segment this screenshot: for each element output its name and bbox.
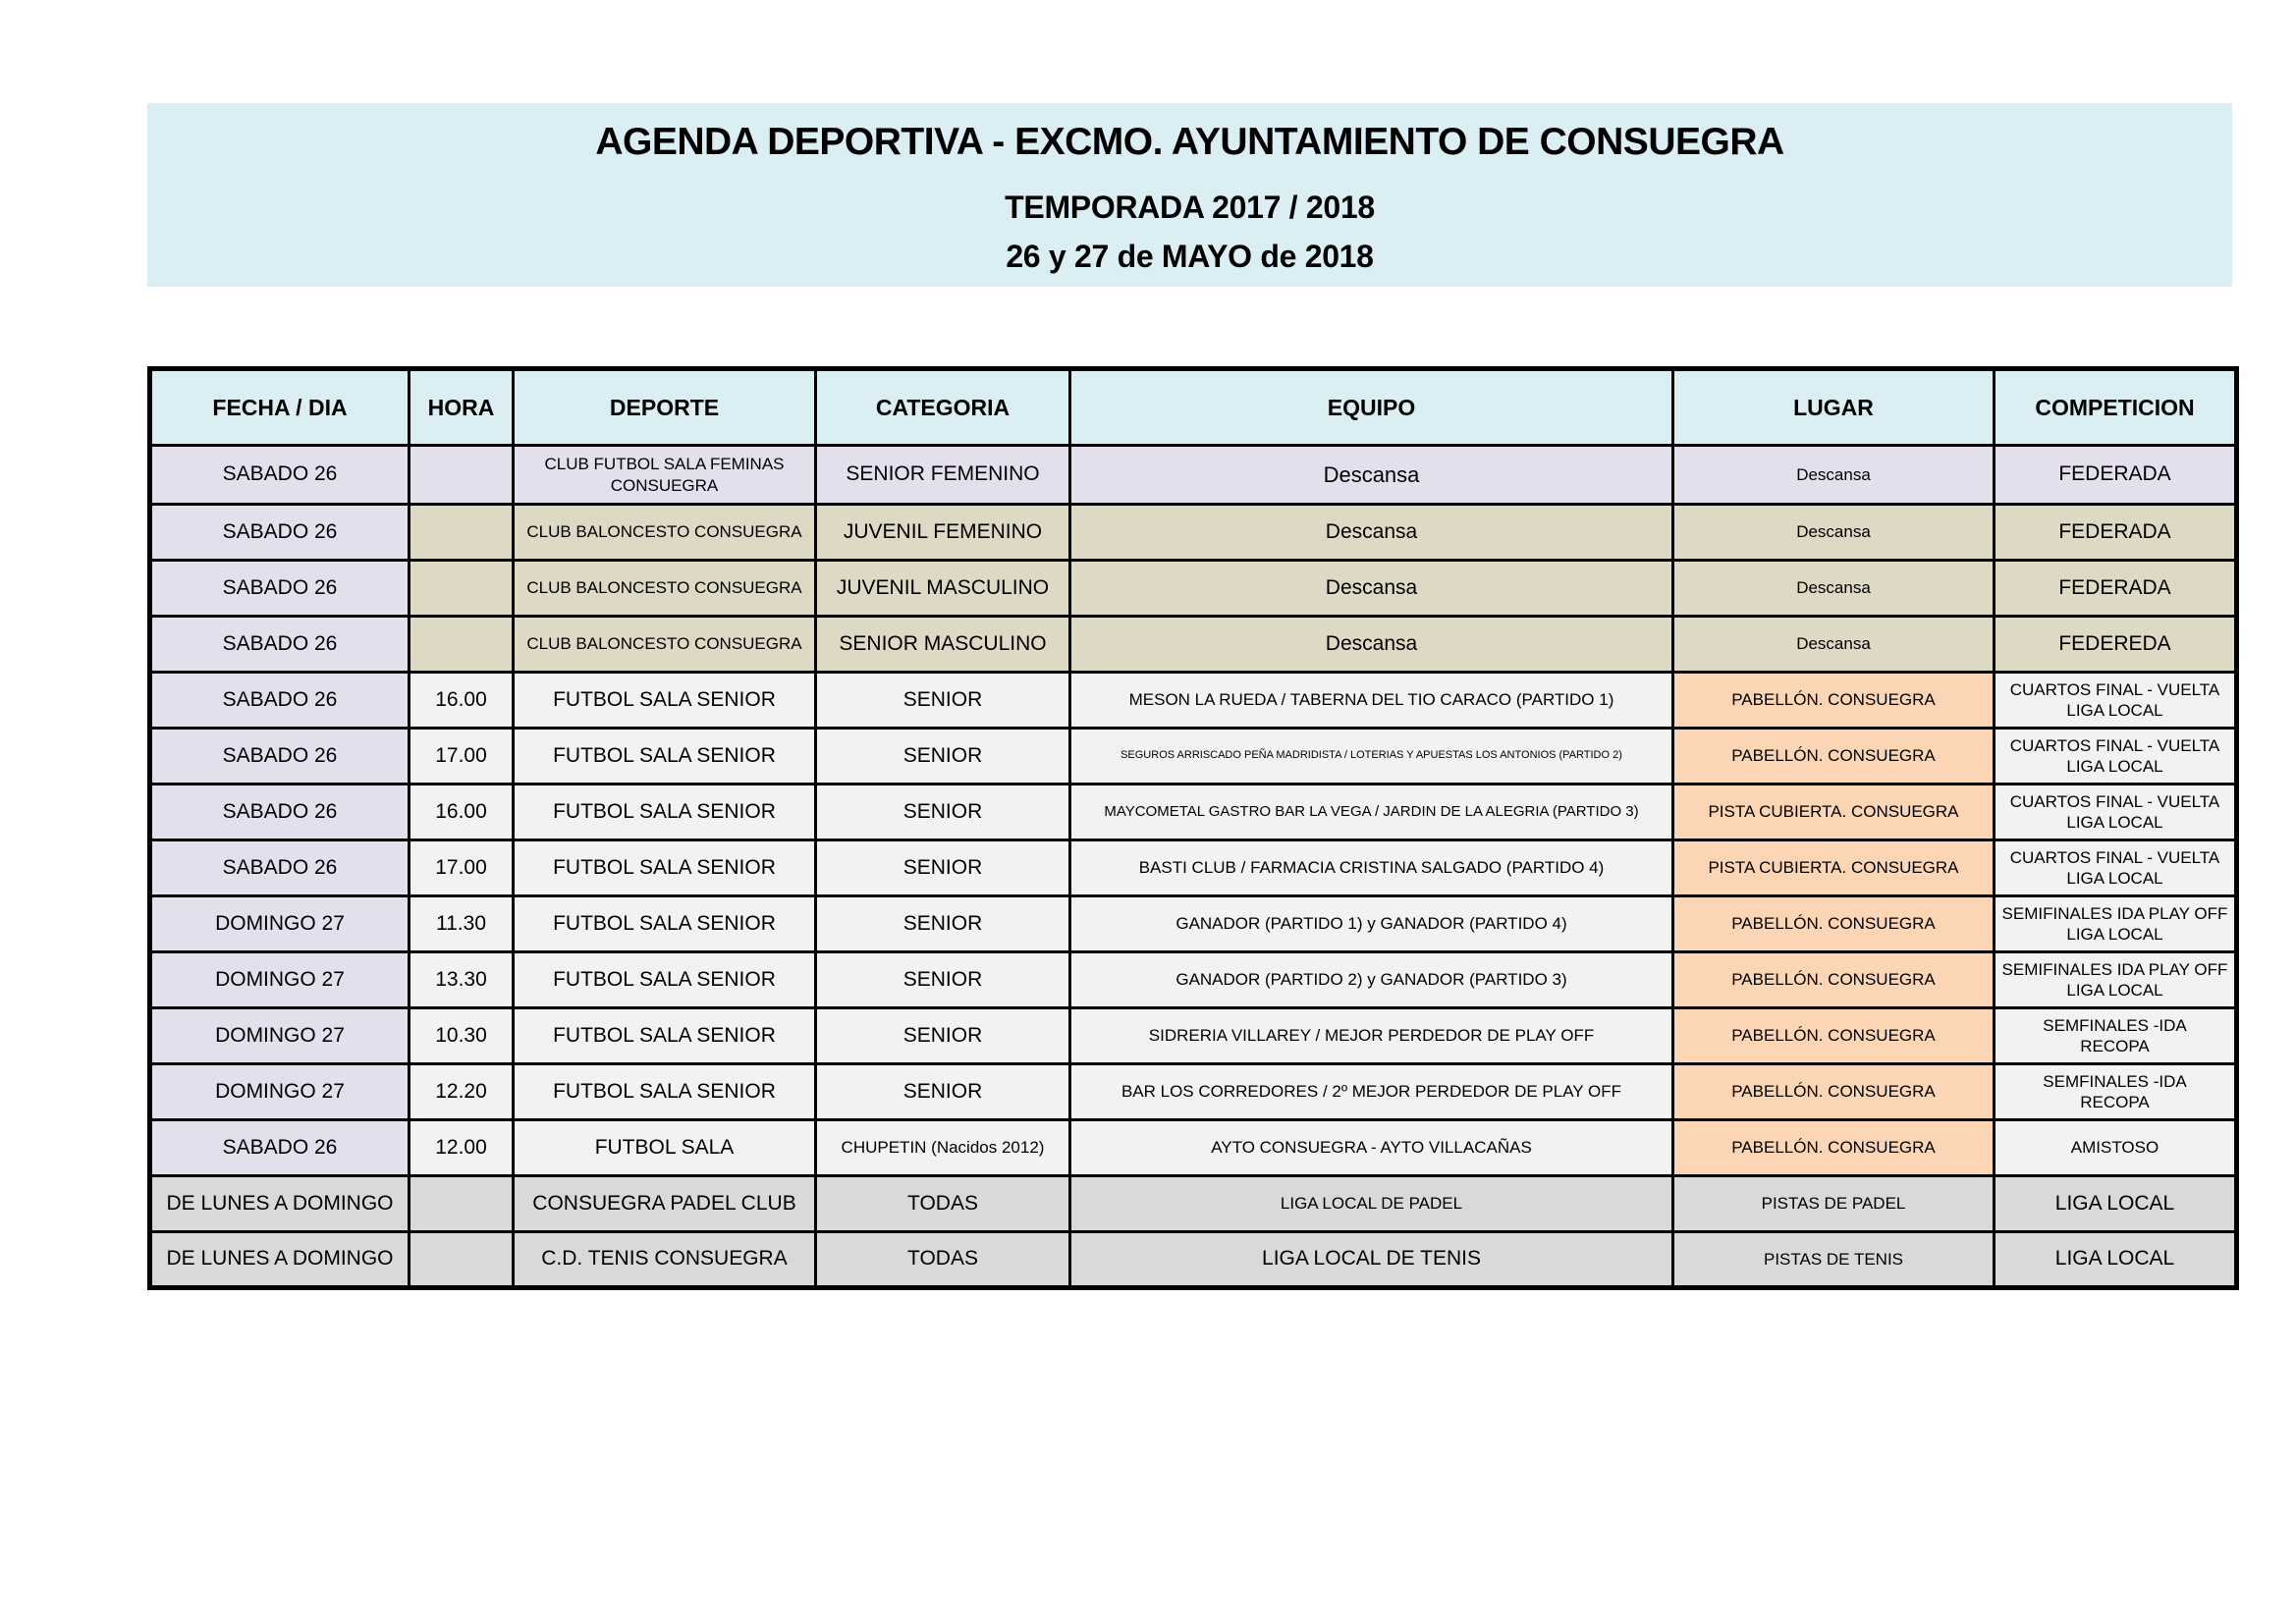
cell-hora: 17.00	[410, 729, 514, 785]
cell-competicion	[1995, 729, 2237, 785]
table-row	[150, 1232, 2237, 1288]
cell-equipo: Descansa	[1070, 446, 1673, 505]
cell-equipo: Descansa	[1070, 561, 1673, 617]
cell-deporte: FUTBOL SALA	[514, 1120, 816, 1176]
cell-lugar: PABELLÓN. CONSUEGRA	[1673, 673, 1995, 729]
column-header-deporte: DEPORTE	[514, 369, 816, 446]
cell-hora	[410, 446, 514, 505]
competition-league: RECOPA	[2080, 1093, 2150, 1111]
table-row	[150, 673, 2237, 729]
cell-categoria: SENIOR	[816, 1064, 1070, 1120]
table-row	[150, 446, 2237, 505]
cell-categoria: JUVENIL FEMENINO	[816, 505, 1070, 561]
competition-stage: CUARTOS FINAL - VUELTA	[2009, 735, 2220, 755]
cell-fecha: SABADO 26	[150, 785, 410, 840]
date-range-label: 26 y 27 de MAYO de 2018	[1006, 239, 1374, 274]
competition-stage: CUARTOS FINAL - VUELTA	[2009, 679, 2220, 699]
table-row	[150, 1120, 2237, 1176]
cell-categoria: TODAS	[816, 1232, 1070, 1288]
cell-lugar: PABELLÓN. CONSUEGRA	[1673, 952, 1995, 1008]
cell-fecha: DOMINGO 27	[150, 1008, 410, 1064]
cell-deporte: FUTBOL SALA SENIOR	[514, 785, 816, 840]
cell-competicion	[1995, 673, 2237, 729]
cell-fecha: DOMINGO 27	[150, 952, 410, 1008]
cell-fecha: SABADO 26	[150, 673, 410, 729]
cell-categoria: SENIOR	[816, 673, 1070, 729]
competition-stage: CUARTOS FINAL - VUELTA	[2009, 847, 2220, 867]
document-title: AGENDA DEPORTIVA - EXCMO. AYUNTAMIENTO DE CONSUEGRA	[595, 121, 1784, 163]
cell-fecha: SABADO 26	[150, 561, 410, 617]
cell-deporte: FUTBOL SALA SENIOR	[514, 673, 816, 729]
cell-hora	[410, 505, 514, 561]
cell-equipo: Descansa	[1070, 617, 1673, 673]
cell-deporte: CLUB FUTBOL SALA FEMINAS CONSUEGRA	[514, 446, 816, 505]
cell-competicion: FEDERADA	[1995, 505, 2237, 561]
cell-equipo: Descansa	[1070, 505, 1673, 561]
cell-deporte: CLUB BALONCESTO CONSUEGRA	[514, 505, 816, 561]
cell-hora	[410, 1232, 514, 1288]
sports-agenda-table	[147, 366, 2239, 1290]
cell-competicion	[1995, 785, 2237, 840]
cell-equipo: LIGA LOCAL DE TENIS	[1070, 1232, 1673, 1288]
cell-competicion	[1995, 1064, 2237, 1120]
cell-fecha: SABADO 26	[150, 729, 410, 785]
cell-equipo: LIGA LOCAL DE PADEL	[1070, 1176, 1673, 1232]
cell-deporte: FUTBOL SALA SENIOR	[514, 1064, 816, 1120]
cell-lugar: PISTA CUBIERTA. CONSUEGRA	[1673, 840, 1995, 896]
cell-hora	[410, 1176, 514, 1232]
cell-competicion: FEDEREDA	[1995, 617, 2237, 673]
cell-lugar: PABELLÓN. CONSUEGRA	[1673, 729, 1995, 785]
cell-hora: 17.00	[410, 840, 514, 896]
cell-equipo: AYTO CONSUEGRA - AYTO VILLACAÑAS	[1070, 1120, 1673, 1176]
competition-league: LIGA LOCAL	[2066, 757, 2163, 776]
column-header-categoria: CATEGORIA	[816, 369, 1070, 446]
cell-fecha: DOMINGO 27	[150, 1064, 410, 1120]
table-row	[150, 952, 2237, 1008]
competition-stage: SEMFINALES -IDA	[2043, 1071, 2187, 1091]
cell-lugar: Descansa	[1673, 617, 1995, 673]
cell-equipo: SEGUROS ARRISCADO PEÑA MADRIDISTA / LOTERIAS Y APUESTAS LOS ANTONIOS (PARTIDO 2)	[1070, 729, 1673, 785]
season-label: TEMPORADA 2017 / 2018	[1005, 189, 1375, 225]
cell-fecha: SABADO 26	[150, 446, 410, 505]
cell-deporte: FUTBOL SALA SENIOR	[514, 840, 816, 896]
cell-equipo: SIDRERIA VILLAREY / MEJOR PERDEDOR DE PLAY OFF	[1070, 1008, 1673, 1064]
cell-categoria: TODAS	[816, 1176, 1070, 1232]
cell-fecha: DE LUNES A DOMINGO	[150, 1232, 410, 1288]
cell-equipo: MESON LA RUEDA / TABERNA DEL TIO CARACO (PARTIDO 1)	[1070, 673, 1673, 729]
competition-stage: SEMIFINALES IDA PLAY OFF	[2001, 959, 2228, 979]
cell-lugar: PABELLÓN. CONSUEGRA	[1673, 1120, 1995, 1176]
cell-categoria: SENIOR	[816, 785, 1070, 840]
cell-competicion	[1995, 896, 2237, 952]
cell-deporte: C.D. TENIS CONSUEGRA	[514, 1232, 816, 1288]
cell-lugar: Descansa	[1673, 561, 1995, 617]
cell-deporte: FUTBOL SALA SENIOR	[514, 1008, 816, 1064]
table-row	[150, 1176, 2237, 1232]
cell-hora: 13.30	[410, 952, 514, 1008]
table-row	[150, 505, 2237, 561]
column-header-fecha: FECHA / DIA	[150, 369, 410, 446]
title-banner	[147, 103, 2232, 287]
cell-categoria: SENIOR	[816, 1008, 1070, 1064]
cell-hora	[410, 617, 514, 673]
competition-stage: SEMFINALES -IDA	[2043, 1015, 2187, 1035]
column-header-lugar: LUGAR	[1673, 369, 1995, 446]
cell-equipo: BASTI CLUB / FARMACIA CRISTINA SALGADO (PARTIDO 4)	[1070, 840, 1673, 896]
column-header-hora: HORA	[410, 369, 514, 446]
cell-competicion: FEDERADA	[1995, 561, 2237, 617]
cell-categoria: SENIOR	[816, 840, 1070, 896]
cell-fecha: SABADO 26	[150, 505, 410, 561]
cell-equipo: GANADOR (PARTIDO 1) y GANADOR (PARTIDO 4)	[1070, 896, 1673, 952]
cell-lugar: PABELLÓN. CONSUEGRA	[1673, 896, 1995, 952]
cell-hora: 12.20	[410, 1064, 514, 1120]
table-row	[150, 785, 2237, 840]
cell-lugar: PABELLÓN. CONSUEGRA	[1673, 1064, 1995, 1120]
cell-competicion: LIGA LOCAL	[1995, 1176, 2237, 1232]
competition-league: LIGA LOCAL	[2066, 925, 2163, 944]
cell-competicion: AMISTOSO	[1995, 1120, 2237, 1176]
cell-deporte: CLUB BALONCESTO CONSUEGRA	[514, 561, 816, 617]
table-row	[150, 1064, 2237, 1120]
table-row	[150, 729, 2237, 785]
cell-competicion: FEDERADA	[1995, 446, 2237, 505]
cell-deporte: FUTBOL SALA SENIOR	[514, 896, 816, 952]
cell-competicion	[1995, 1008, 2237, 1064]
column-header-competicion: COMPETICION	[1995, 369, 2237, 446]
cell-lugar: PISTAS DE PADEL	[1673, 1176, 1995, 1232]
cell-lugar: PABELLÓN. CONSUEGRA	[1673, 1008, 1995, 1064]
cell-lugar: Descansa	[1673, 505, 1995, 561]
cell-categoria: SENIOR	[816, 952, 1070, 1008]
cell-hora	[410, 561, 514, 617]
table-row	[150, 840, 2237, 896]
table-row	[150, 561, 2237, 617]
table-row	[150, 617, 2237, 673]
competition-league: LIGA LOCAL	[2066, 701, 2163, 720]
cell-deporte: FUTBOL SALA SENIOR	[514, 952, 816, 1008]
cell-fecha: DE LUNES A DOMINGO	[150, 1176, 410, 1232]
cell-hora: 10.30	[410, 1008, 514, 1064]
cell-fecha: SABADO 26	[150, 840, 410, 896]
cell-fecha: SABADO 26	[150, 1120, 410, 1176]
cell-competicion	[1995, 952, 2237, 1008]
cell-equipo: MAYCOMETAL GASTRO BAR LA VEGA / JARDIN DE LA ALEGRIA (PARTIDO 3)	[1070, 785, 1673, 840]
cell-fecha: DOMINGO 27	[150, 896, 410, 952]
cell-equipo: GANADOR (PARTIDO 2) y GANADOR (PARTIDO 3)	[1070, 952, 1673, 1008]
cell-lugar: PISTAS DE TENIS	[1673, 1232, 1995, 1288]
cell-equipo: BAR LOS CORREDORES / 2º MEJOR PERDEDOR DE PLAY OFF	[1070, 1064, 1673, 1120]
cell-hora: 11.30	[410, 896, 514, 952]
cell-hora: 16.00	[410, 785, 514, 840]
cell-hora: 16.00	[410, 673, 514, 729]
cell-categoria: CHUPETIN (Nacidos 2012)	[816, 1120, 1070, 1176]
competition-league: LIGA LOCAL	[2066, 813, 2163, 832]
table-row	[150, 896, 2237, 952]
cell-competicion: LIGA LOCAL	[1995, 1232, 2237, 1288]
cell-deporte: CONSUEGRA PADEL CLUB	[514, 1176, 816, 1232]
cell-deporte: FUTBOL SALA SENIOR	[514, 729, 816, 785]
competition-stage: SEMIFINALES IDA PLAY OFF	[2001, 903, 2228, 923]
cell-lugar: Descansa	[1673, 446, 1995, 505]
competition-stage: CUARTOS FINAL - VUELTA	[2009, 791, 2220, 811]
cell-hora: 12.00	[410, 1120, 514, 1176]
table-row	[150, 1008, 2237, 1064]
cell-categoria: JUVENIL MASCULINO	[816, 561, 1070, 617]
cell-competicion	[1995, 840, 2237, 896]
cell-categoria: SENIOR	[816, 896, 1070, 952]
cell-categoria: SENIOR FEMENINO	[816, 446, 1070, 505]
competition-league: LIGA LOCAL	[2066, 869, 2163, 888]
competition-league: LIGA LOCAL	[2066, 981, 2163, 1000]
cell-categoria: SENIOR MASCULINO	[816, 617, 1070, 673]
column-header-equipo: EQUIPO	[1070, 369, 1673, 446]
cell-fecha: SABADO 26	[150, 617, 410, 673]
table-header-row	[150, 369, 2237, 446]
cell-categoria: SENIOR	[816, 729, 1070, 785]
cell-lugar: PISTA CUBIERTA. CONSUEGRA	[1673, 785, 1995, 840]
cell-deporte: CLUB BALONCESTO CONSUEGRA	[514, 617, 816, 673]
competition-league: RECOPA	[2080, 1037, 2150, 1056]
